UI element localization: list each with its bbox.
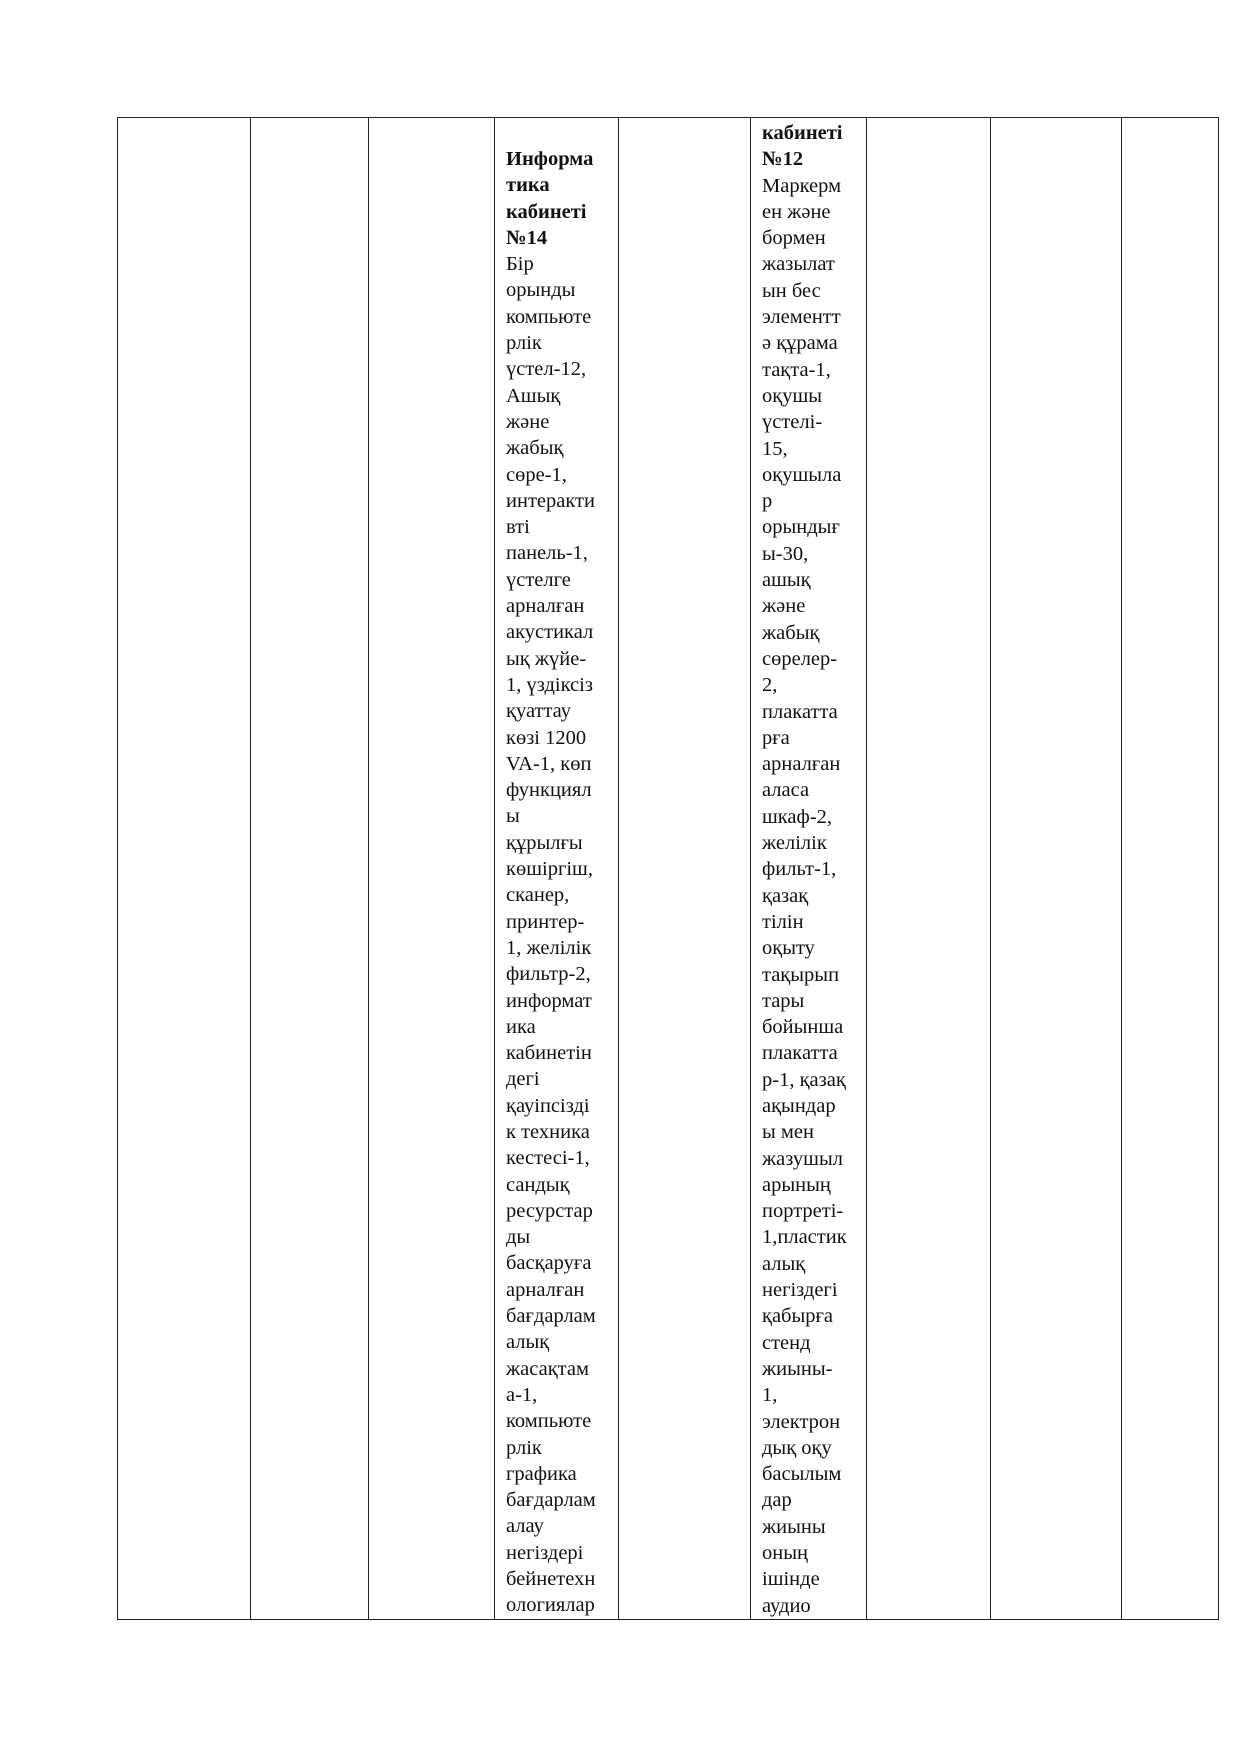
informatics-room-body-line: арналған xyxy=(506,1278,585,1301)
room-12-body-line: ақындар xyxy=(762,1094,836,1117)
room-12-body-line: арының xyxy=(762,1173,831,1196)
room-12-heading-line: №12 xyxy=(762,148,804,171)
informatics-room-heading-line: Информа xyxy=(506,148,594,170)
room-12-body-line: бормен xyxy=(762,227,826,250)
informatics-room-body-line: к техника xyxy=(506,1120,590,1143)
informatics-room-body-line: фильтр-2, xyxy=(506,963,591,986)
table-cell-informatics-room xyxy=(495,118,619,1620)
informatics-room-body-line: үстелге xyxy=(506,568,571,591)
room-12-body-line: тақта-1, xyxy=(762,358,831,381)
room-12-body-line: қазақ xyxy=(762,884,809,907)
informatics-room-body-line: 1, үздіксіз xyxy=(506,673,593,696)
table-cell-empty-5 xyxy=(619,118,751,1620)
room-12-body-line: ен және xyxy=(762,200,831,223)
informatics-room-body-line: компьюте xyxy=(506,305,592,328)
informatics-room-text xyxy=(506,146,618,1619)
table-cell-empty-9 xyxy=(1122,118,1219,1620)
room-12-body-line: стенд xyxy=(762,1331,811,1354)
informatics-room-body-line: Бір xyxy=(506,253,534,276)
informatics-room-body-line: ық жүйе- xyxy=(506,647,587,670)
room-12-body-line: ашық xyxy=(762,569,811,592)
informatics-room-body-line: жасақтам xyxy=(506,1357,589,1380)
room-12-body-line: портреті- xyxy=(762,1200,844,1223)
room-12-body-line: дар xyxy=(762,1489,792,1512)
room-12-body-line: тілін xyxy=(762,910,804,933)
room-12-body-line: плакатта xyxy=(762,700,838,723)
room-12-body-line: шкаф-2, xyxy=(762,805,833,828)
informatics-room-body-line: сандық xyxy=(506,1173,570,1196)
room-12-body-line: қабырға xyxy=(762,1305,834,1328)
informatics-room-body-line: информат xyxy=(506,989,592,1012)
room-12-body-line: ішінде xyxy=(762,1568,820,1591)
room-12-body-line: негіздегі xyxy=(762,1279,838,1302)
informatics-room-body-line: графика xyxy=(506,1462,577,1485)
room-12-body-line: р xyxy=(762,490,773,513)
room-12-body-line: алық xyxy=(762,1252,806,1275)
room-12-body-line: ы мен xyxy=(762,1121,814,1144)
room-12-body-line: орындығ xyxy=(762,516,840,539)
table-cell-empty-8 xyxy=(991,118,1122,1620)
informatics-room-body-line: рлік xyxy=(506,332,542,355)
room-12-body-line: Маркерм xyxy=(762,174,842,197)
room-12-body-line: үстелі- xyxy=(762,411,823,434)
informatics-room-body-line: а-1, xyxy=(506,1383,538,1406)
informatics-room-body-line: бейнетехн xyxy=(506,1568,596,1591)
informatics-room-body-line: негіздері xyxy=(506,1541,584,1564)
room-12-body-line: тары xyxy=(762,989,805,1012)
informatics-room-body-line: ресурстар xyxy=(506,1199,593,1222)
informatics-room-body-line: және xyxy=(506,410,550,433)
room-12-text xyxy=(762,120,866,1619)
table-cell-empty-3 xyxy=(369,118,495,1620)
room-12-body-line: оның xyxy=(762,1542,808,1565)
informatics-room-body-line: VA-1, көп xyxy=(506,752,592,775)
table-cell-empty-1 xyxy=(118,118,251,1620)
room-12-body-line: жиыны xyxy=(762,1515,826,1538)
informatics-room-body-line: акустикал xyxy=(506,621,594,644)
room-12-body-line: 15, xyxy=(762,437,788,460)
informatics-room-body-line: рлік xyxy=(506,1436,542,1459)
room-12-body-line: р-1, қазақ xyxy=(762,1068,846,1091)
informatics-room-body-line: сканер, xyxy=(506,884,570,907)
room-12-body-line: жазушыл xyxy=(762,1147,843,1170)
table-cell-room-12 xyxy=(751,118,867,1620)
room-12-body-line: оқыту xyxy=(762,937,815,960)
room-12-body-line: ы-30, xyxy=(762,542,809,565)
room-12-body-line: тақырып xyxy=(762,963,840,986)
room-12-body-line: плакатта xyxy=(762,1042,838,1065)
informatics-room-body-line: интеракти xyxy=(506,489,595,512)
informatics-room-body-line: ологиялар xyxy=(506,1594,595,1617)
informatics-room-body-line: құрылғы xyxy=(506,831,583,854)
room-12-body-line: дық оқу xyxy=(762,1436,832,1459)
informatics-room-body-line: көзі 1200 xyxy=(506,726,587,749)
informatics-room-body-line: көшіргіш, xyxy=(506,858,593,881)
informatics-room-body-line: арналған xyxy=(506,595,585,618)
room-12-heading-line: кабинеті xyxy=(762,122,843,144)
informatics-room-body-line: вті xyxy=(506,516,530,539)
informatics-room-body-line: ика xyxy=(506,1015,536,1038)
room-12-body-line: ә құрама xyxy=(762,332,838,355)
room-12-body-line: ын бес xyxy=(762,279,821,302)
room-12-body-line: оқушы xyxy=(762,384,823,407)
informatics-room-body-line: орынды xyxy=(506,279,576,302)
informatics-room-body-line: 1, желілік xyxy=(506,936,592,959)
room-12-body-line: желілік xyxy=(762,832,827,855)
table-cell-empty-2 xyxy=(251,118,369,1620)
informatics-room-body-line: жабық xyxy=(506,437,564,460)
equipment-table xyxy=(117,117,1219,1620)
room-12-body-line: 1,пластик xyxy=(762,1226,847,1249)
room-12-body-line: элементт xyxy=(762,306,841,329)
room-12-body-line: басылым xyxy=(762,1463,842,1486)
informatics-room-body-line: бағдарлам xyxy=(506,1489,596,1512)
informatics-room-heading-line: №14 xyxy=(506,226,548,249)
room-12-body-line: сөрелер- xyxy=(762,647,838,670)
room-12-body-line: жазылат xyxy=(762,253,835,276)
informatics-room-body-line: ы xyxy=(506,805,520,828)
room-12-body-line: 1, xyxy=(762,1384,778,1407)
informatics-room-body-line: функциял xyxy=(506,779,592,802)
room-12-body-line: және xyxy=(762,595,806,618)
informatics-room-body-line: компьюте xyxy=(506,1410,592,1433)
informatics-room-body-line: үстел-12, xyxy=(506,358,587,381)
informatics-room-body-line: панель-1, xyxy=(506,542,588,565)
informatics-room-body-line: сөре-1, xyxy=(506,463,567,486)
room-12-body-line: жиыны- xyxy=(762,1357,833,1380)
informatics-room-body-line: қауіпсізді xyxy=(506,1094,590,1117)
room-12-body-line: бойынша xyxy=(762,1016,844,1039)
room-12-body-line: фильт-1, xyxy=(762,858,837,881)
informatics-room-body-line: алау xyxy=(506,1515,544,1538)
room-12-body-line: 2, xyxy=(762,674,778,697)
informatics-room-body-line: принтер- xyxy=(506,910,585,933)
informatics-room-body-line: бағдарлам xyxy=(506,1305,596,1328)
room-12-body-line: электрон xyxy=(762,1410,841,1433)
room-12-body-line: аудио xyxy=(762,1594,811,1617)
room-12-body-line: арналған xyxy=(762,753,841,776)
informatics-room-body-line: басқаруға xyxy=(506,1252,592,1275)
room-12-body-line: аласа xyxy=(762,779,810,802)
informatics-room-body-line: кабинетін xyxy=(506,1042,592,1065)
informatics-room-body-line: дегі xyxy=(506,1068,540,1091)
informatics-room-body-line: кестесі-1, xyxy=(506,1147,590,1170)
informatics-room-body-line: қуаттау xyxy=(506,700,571,723)
informatics-room-body-line: ды xyxy=(506,1226,531,1249)
room-12-body-line: рға xyxy=(762,726,790,749)
room-12-body-line: жабық xyxy=(762,621,820,644)
table-cell-empty-7 xyxy=(867,118,991,1620)
informatics-room-body-line: Ашық xyxy=(506,384,561,407)
room-12-body-line: оқушыла xyxy=(762,463,842,486)
informatics-room-heading-line: тика xyxy=(506,174,550,197)
informatics-room-body-line: алық xyxy=(506,1331,550,1354)
informatics-room-heading-line: кабинеті xyxy=(506,200,587,223)
table-row xyxy=(118,118,1219,1620)
